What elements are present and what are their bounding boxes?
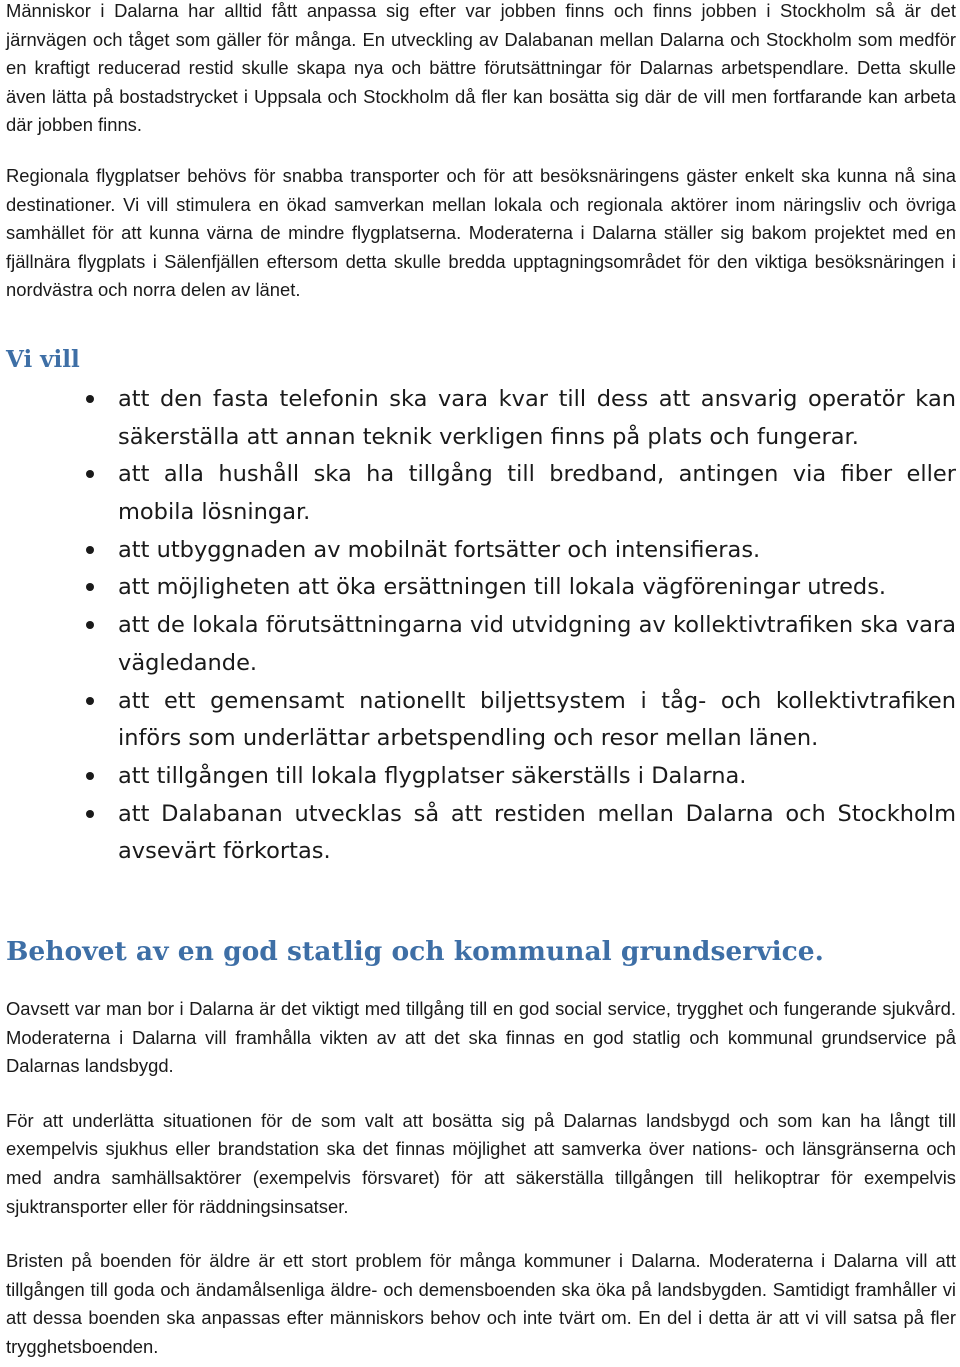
- document-page: [6, 0, 956, 1362]
- list-item: [6, 381, 956, 456]
- grundservice-paragraph-2: För att underlätta situationen för de som valt att bosätta sig på Dalarnas landsbygd och som kan ha långt till exempelvis sjukhus eller brandstation ska det finnas möjlighet att samverka över nations- och länsgränserna och med andra samhällsaktörer (exempelvis försvaret) för att säkerställa tillgången till helikoptrar för exempelvis sjuktransporter eller för räddningsinsatser.: [6, 1109, 956, 1217]
- list-item-text: att utbyggnaden av mobilnät fortsätter och intensifieras.: [118, 536, 761, 563]
- list-item: [6, 456, 956, 531]
- bullet-icon: [86, 395, 94, 403]
- bullet-icon: [86, 470, 94, 478]
- grundservice-paragraph-3: Bristen på boenden för äldre är ett stort problem för många kommuner i Dalarna. Moderaterna i Dalarna vill att tillgången till goda och ändamålsenliga äldre- och demensboenden ska öka på landsbygden. Samtidigt framhåller vi att dessa boenden ska anpassas efter människors behov och inte tvärt om. En del i detta är att vi vill satsa på fler trygghetsboenden.: [6, 1250, 956, 1358]
- grundservice-paragraph-1: Oavsett var man bor i Dalarna är det viktigt med tillgång till en god social service, trygghet och fungerande sjukvård. Moderaterna i Dalarna vill framhålla vikten av att det ska finnas en god statlig och kommunal grundservice på Dalarnas landsbygd.: [6, 998, 956, 1077]
- list-item: [6, 569, 956, 607]
- list-item: [6, 758, 956, 796]
- list-item-text: att den fasta telefonin ska vara kvar till dess att ansvarig operatör kan säkerställa att annan teknik verkligen finns på plats och fungerar.: [118, 385, 956, 450]
- list-item: [6, 532, 956, 570]
- vi-vill-list: [6, 381, 956, 871]
- list-item-text: att möjligheten att öka ersättningen till lokala vägföreningar utreds.: [118, 574, 887, 601]
- grundservice-heading: Behovet av en god statlig och kommunal grundservice.: [6, 936, 824, 968]
- list-item-text: att de lokala förutsättningarna vid utvidgning av kollektivtrafiken ska vara vägledande.: [118, 612, 956, 676]
- list-item-text: att tillgången till lokala flygplatser säkerställs i Dalarna.: [118, 762, 747, 789]
- bullet-icon: [86, 810, 94, 818]
- intro-paragraph-2: Regionala flygplatser behövs för snabba transporter och för att besöksnäringens gäster enkelt ska kunna nå sina destinationer. Vi vill stimulera en ökad samverkan mellan lokala och regionala aktörer inom näringsliv och övriga samhället för att kunna värna de mindre flygplatserna. Moderaterna i Dalarna ställer sig bakom projektet med en fjällnära flygplats i Sälenfjällen eftersom detta skulle bredda upptagningsområdet för den viktiga besöksnäringen i nordvästra och norra delen av länet.: [6, 164, 956, 301]
- list-item-text: att ett gemensamt nationellt biljettsystem i tåg- och kollektivtrafiken införs som underlättar arbetspendling och resor mellan länen.: [118, 687, 956, 752]
- bullet-icon: [86, 621, 94, 629]
- intro-paragraph-1: Människor i Dalarna har alltid fått anpassa sig efter var jobben finns och finns jobben i Stockholm så är det järnvägen och tåget som gäller för många. En utveckling av Dalabanan mellan Dalarna och Stockholm som medför en kraftigt reducerad restid skulle skapa nya och bättre förutsättningar för Dalarnas arbetspendlare. Detta skulle även lätta på bostadstrycket i Uppsala och Stockholm då fler kan bosätta sig där de vill men fortfarande kan arbeta där jobben finns.: [6, 0, 956, 136]
- list-item-text: att alla hushåll ska ha tillgång till bredband, antingen via fiber eller mobila lösningar.: [118, 461, 956, 526]
- list-item: [6, 796, 956, 871]
- list-item-text: att Dalabanan utvecklas så att restiden mellan Dalarna och Stockholm avsevärt förkortas.: [118, 800, 956, 865]
- bullet-icon: [86, 546, 94, 554]
- bullet-icon: [86, 772, 94, 780]
- bullet-icon: [86, 697, 94, 705]
- list-item: [6, 607, 956, 682]
- vi-vill-heading: Vi vill: [6, 345, 80, 373]
- list-item: [6, 683, 956, 758]
- bullet-icon: [86, 583, 94, 591]
